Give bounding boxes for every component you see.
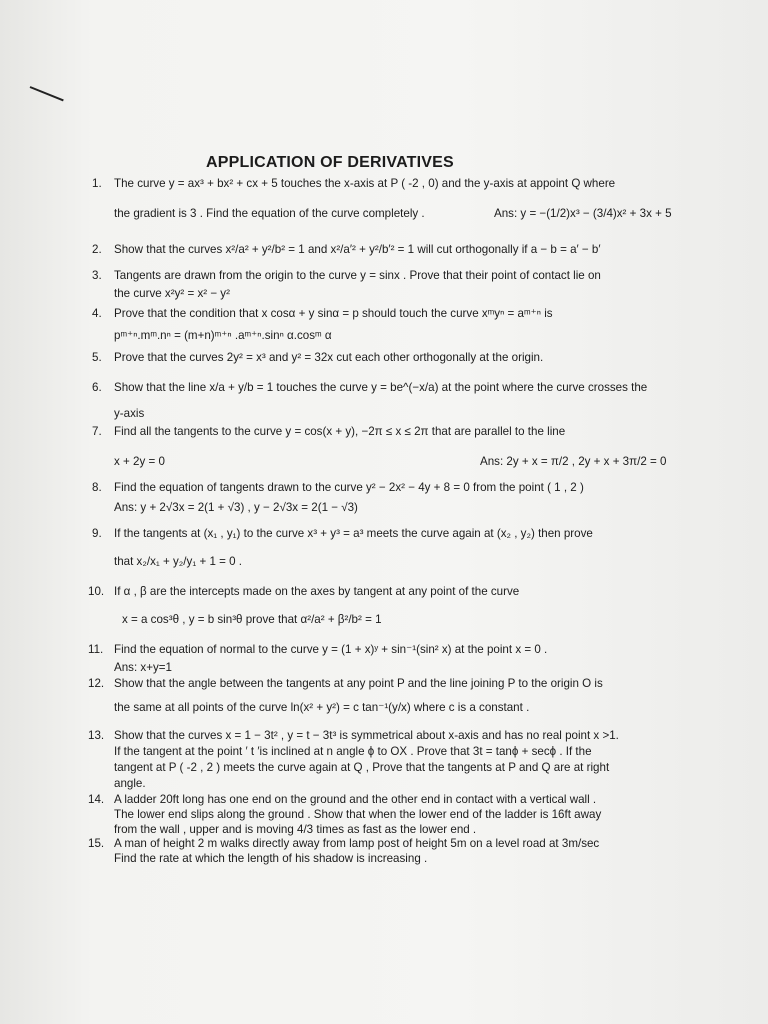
question-number: 10.	[88, 585, 105, 598]
question-text: Find the equation of normal to the curve y = (1 + x)ʸ + sin⁻¹(sin² x) at the point x = 0 .	[114, 643, 548, 656]
question-number: 7.	[92, 425, 102, 438]
question-number: 15.	[88, 837, 105, 850]
answer-text: Ans: y = −(1/2)x³ − (3/4)x² + 3x + 5	[494, 207, 672, 220]
answer-text: Ans: x+y=1	[114, 661, 173, 674]
question-text: Find all the tangents to the curve y = cos(x + y), −2π ≤ x ≤ 2π that are parallel to the line	[114, 425, 566, 438]
question-text: Find the equation of tangents drawn to the curve y² − 2x² − 4y + 8 = 0 from the point ( 1 , 2 )	[114, 481, 584, 494]
question-text: the same at all points of the curve ln(x² + y²) = c tan⁻¹(y/x) where c is a constant .	[114, 701, 530, 714]
question-number: 4.	[92, 307, 102, 320]
question-text: The curve y = ax³ + bx² + cx + 5 touches the x-axis at P ( -2 , 0) and the y-axis at appoint Q where	[114, 177, 616, 190]
question-text: Prove that the condition that x cosα + y sinα = p should touch the curve xᵐyⁿ = aᵐ⁺ⁿ is	[114, 307, 553, 320]
question-number: 2.	[92, 243, 102, 256]
question-text: If α , β are the intercepts made on the axes by tangent at any point of the curve	[114, 585, 520, 598]
question-text: Show that the line x/a + y/b = 1 touches the curve y = be^(−x/a) at the point where the curve crosses the	[114, 381, 648, 394]
question-text: Tangents are drawn from the origin to the curve y = sinx . Prove that their point of contact lie on	[114, 269, 601, 282]
question-number: 3.	[92, 269, 102, 282]
question-number: 12.	[88, 677, 105, 690]
question-text: A ladder 20ft long has one end on the ground and the other end in contact with a vertical wall .	[114, 793, 597, 806]
question-number: 13.	[88, 729, 105, 742]
question-text: A man of height 2 m walks directly away from lamp post of height 5m on a level road at 3m/sec	[114, 837, 600, 850]
question-number: 11.	[88, 643, 104, 656]
question-text: If the tangent at the point ′ t ′is inclined at n angle ϕ to OX . Prove that 3t = tanϕ + secϕ . If the	[114, 745, 592, 758]
question-text: If the tangents at (x₁ , y₁) to the curve x³ + y³ = a³ meets the curve again at (x₂ , y₂) then prove	[114, 527, 593, 540]
question-text: pᵐ⁺ⁿ.mᵐ.nⁿ = (m+n)ᵐ⁺ⁿ .aᵐ⁺ⁿ.sinⁿ α.cosᵐ α	[114, 329, 332, 342]
question-text: Show that the angle between the tangents at any point P and the line joining P to the origin O is	[114, 677, 603, 690]
page-title: APPLICATION OF DERIVATIVES	[206, 154, 454, 171]
question-text: that x₂/x₁ + y₂/y₁ + 1 = 0 .	[114, 555, 242, 568]
question-text: the gradient is 3 . Find the equation of the curve completely .	[114, 207, 425, 220]
question-text: Prove that the curves 2y² = x³ and y² = 32x cut each other orthogonally at the origin.	[114, 351, 544, 364]
question-number: 1.	[92, 177, 102, 190]
question-number: 6.	[92, 381, 102, 394]
question-text: angle.	[114, 777, 146, 790]
question-text: x + 2y = 0	[114, 455, 165, 468]
question-text: tangent at P ( -2 , 2 ) meets the curve again at Q , Prove that the tangents at P and Q are at right	[114, 761, 610, 774]
question-number: 14.	[88, 793, 105, 806]
answer-text: Ans: 2y + x = π/2 , 2y + x + 3π/2 = 0	[480, 455, 667, 468]
question-text: the curve x²y² = x² − y²	[114, 287, 230, 300]
question-text: y-axis	[114, 407, 145, 420]
question-number: 5.	[92, 351, 102, 364]
question-text: Find the rate at which the length of his shadow is increasing .	[114, 852, 428, 865]
question-number: 8.	[92, 481, 102, 494]
question-text: Show that the curves x = 1 − 3t² , y = t − 3t³ is symmetrical about x-axis and has no real point x >1.	[114, 729, 619, 742]
question-text: from the wall , upper and is moving 4/3 times as fast as the lower end .	[114, 823, 477, 836]
answer-text: Ans: y + 2√3x = 2(1 + √3) , y − 2√3x = 2(1 − √3)	[114, 501, 358, 514]
question-text: The lower end slips along the ground . Show that when the lower end of the ladder is 16ft away	[114, 808, 602, 821]
question-text: Show that the curves x²/a² + y²/b² = 1 and x²/a′² + y²/b′² = 1 will cut orthogonally if a − b = a′ − b′	[114, 243, 601, 256]
pen-stroke-mark	[30, 86, 64, 101]
question-text: x = a cos³θ , y = b sin³θ prove that α²/a² + β²/b² = 1	[122, 613, 382, 626]
question-number: 9.	[92, 527, 102, 540]
